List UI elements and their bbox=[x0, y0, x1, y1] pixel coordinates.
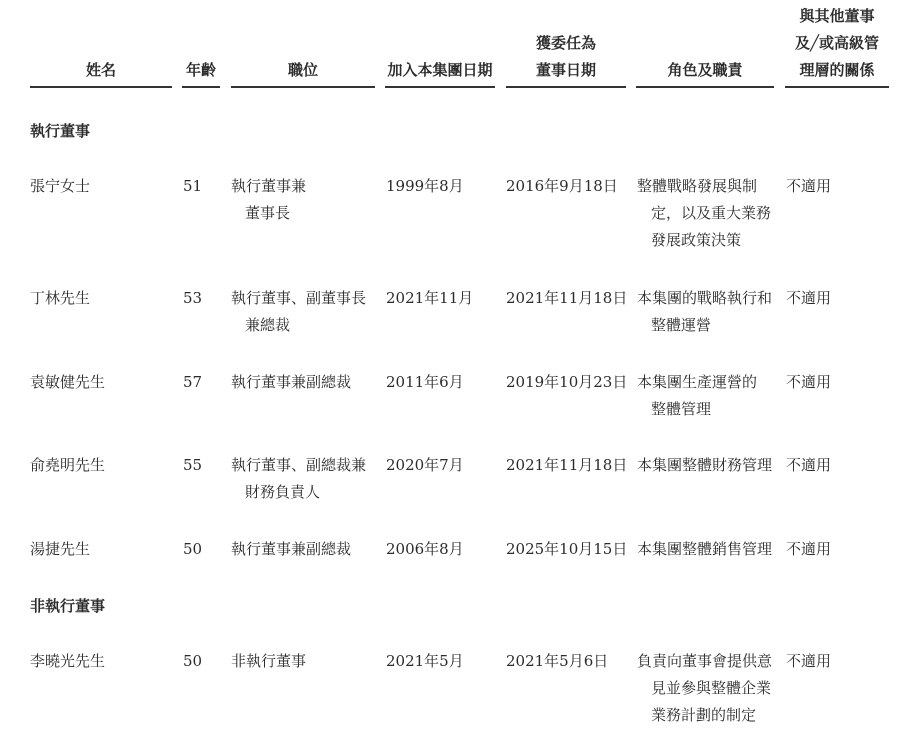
director-age: 51 bbox=[183, 177, 203, 195]
header-age-line: 年齡 bbox=[185, 61, 216, 79]
roles-line: 本集團的戰略執行和 bbox=[637, 289, 773, 307]
roles-line: 負責向董事會提供意 bbox=[637, 652, 773, 670]
roles-line: 發展政策決策 bbox=[651, 231, 742, 249]
appoint-date: 2021年11月18日 bbox=[506, 289, 628, 307]
director-position bbox=[231, 536, 351, 563]
appoint-date: 2016年9月18日 bbox=[506, 177, 618, 195]
director-roles bbox=[637, 369, 757, 423]
director-roles bbox=[637, 452, 772, 479]
header-age bbox=[182, 0, 220, 88]
position-line: 執行董事、副總裁兼 bbox=[231, 456, 367, 474]
roles-line: 業務計劃的制定 bbox=[651, 706, 757, 724]
director-position bbox=[231, 173, 306, 227]
relationship: 不適用 bbox=[786, 177, 832, 195]
section-executive-directors: 執行董事 bbox=[30, 122, 91, 140]
header-roles bbox=[636, 0, 774, 88]
header-position bbox=[231, 0, 375, 88]
header-relationship-line: 及╱或高級管 bbox=[794, 34, 880, 52]
appoint-date: 2021年5月6日 bbox=[506, 652, 609, 670]
position-line: 非執行董事 bbox=[231, 652, 307, 670]
header-relationship-line: 與其他董事 bbox=[799, 7, 875, 25]
position-line: 兼總裁 bbox=[245, 316, 291, 334]
relationship: 不適用 bbox=[786, 652, 832, 670]
roles-line: 見並參與整體企業 bbox=[651, 679, 772, 697]
header-position-line: 職位 bbox=[287, 61, 318, 79]
header-relationship-line: 理層的關係 bbox=[799, 61, 875, 79]
section-non-executive-directors: 非執行董事 bbox=[30, 597, 106, 615]
director-age: 55 bbox=[183, 456, 203, 474]
roles-line: 本集團整體財務管理 bbox=[637, 456, 773, 474]
position-line: 董事長 bbox=[245, 204, 291, 222]
director-roles bbox=[637, 173, 771, 254]
director-age: 57 bbox=[183, 373, 203, 391]
header-name bbox=[30, 0, 172, 88]
director-age: 53 bbox=[183, 289, 203, 307]
roles-line: 整體運營 bbox=[651, 316, 712, 334]
header-join-date bbox=[385, 0, 495, 88]
position-line: 執行董事、副董事長 bbox=[231, 289, 367, 307]
roles-line: 整體戰略發展與制 bbox=[637, 177, 758, 195]
relationship: 不適用 bbox=[786, 540, 832, 558]
director-name: 俞堯明先生 bbox=[30, 456, 106, 474]
roles-line: 整體管理 bbox=[651, 400, 712, 418]
director-name: 張宁女士 bbox=[30, 177, 91, 195]
join-date: 2021年11月 bbox=[386, 289, 474, 307]
header-appoint-date-line: 獲委任為 bbox=[535, 34, 596, 52]
roles-line: 定，以及重大業務 bbox=[651, 204, 772, 222]
relationship: 不適用 bbox=[786, 456, 832, 474]
appoint-date: 2025年10月15日 bbox=[506, 540, 628, 558]
director-name: 丁林先生 bbox=[30, 289, 91, 307]
director-age: 50 bbox=[183, 540, 203, 558]
director-roles bbox=[637, 536, 772, 563]
director-position bbox=[231, 369, 351, 396]
director-roles bbox=[637, 285, 772, 339]
relationship: 不適用 bbox=[786, 373, 832, 391]
director-position bbox=[231, 452, 366, 506]
director-position bbox=[231, 648, 306, 675]
header-join-date-line: 加入本集團日期 bbox=[387, 61, 493, 79]
director-name: 湯捷先生 bbox=[30, 540, 91, 558]
appoint-date: 2019年10月23日 bbox=[506, 373, 628, 391]
header-appoint-date bbox=[506, 0, 626, 88]
position-line: 財務負責人 bbox=[245, 483, 321, 501]
join-date: 2006年8月 bbox=[386, 540, 464, 558]
director-name: 袁敏健先生 bbox=[30, 373, 106, 391]
director-name: 李曉光先生 bbox=[30, 652, 106, 670]
header-relationship bbox=[785, 0, 889, 88]
position-line: 執行董事兼副總裁 bbox=[231, 540, 352, 558]
join-date: 2020年7月 bbox=[386, 456, 464, 474]
director-age: 50 bbox=[183, 652, 203, 670]
join-date: 2011年6月 bbox=[386, 373, 464, 391]
appoint-date: 2021年11月18日 bbox=[506, 456, 628, 474]
header-appoint-date-line: 董事日期 bbox=[535, 61, 596, 79]
header-roles-line: 角色及職責 bbox=[667, 61, 743, 79]
director-position bbox=[231, 285, 366, 339]
roles-line: 本集團生產運營的 bbox=[637, 373, 758, 391]
join-date: 1999年8月 bbox=[386, 177, 464, 195]
roles-line: 本集團整體銷售管理 bbox=[637, 540, 773, 558]
position-line: 執行董事兼副總裁 bbox=[231, 373, 352, 391]
director-roles bbox=[637, 648, 772, 729]
position-line: 執行董事兼 bbox=[231, 177, 307, 195]
join-date: 2021年5月 bbox=[386, 652, 464, 670]
header-name-line: 姓名 bbox=[85, 61, 116, 79]
relationship: 不適用 bbox=[786, 289, 832, 307]
